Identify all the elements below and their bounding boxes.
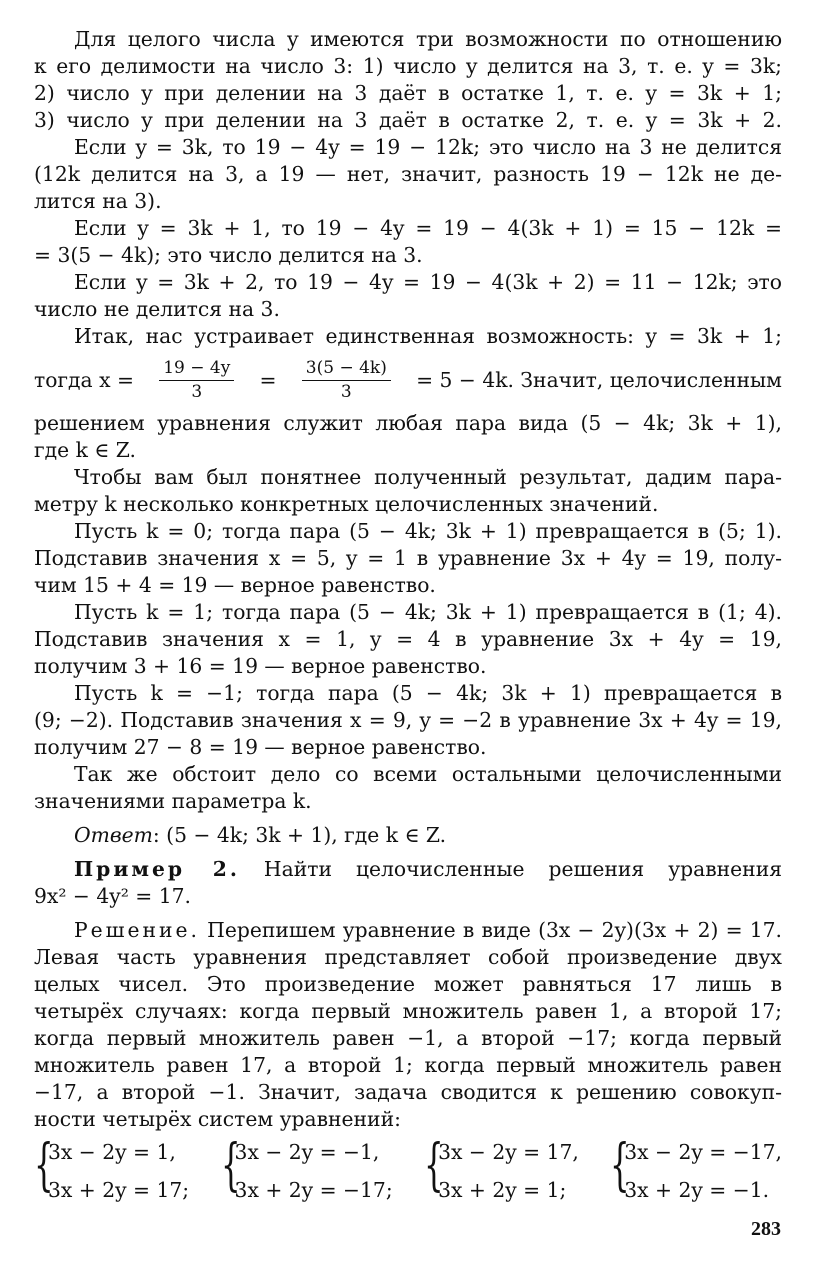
text-line: когда первый множитель равен −1, а второй −17; когда первый [34,1026,782,1050]
text-line: Если y = 3k + 2, то 19 − 4y = 19 − 4(3k + 2) = 11 − 12k; это [74,270,782,294]
example-heading-line [34,856,782,883]
text-line: значениями параметра k. [34,789,312,813]
text-line: Подставив значения x = 1, y = 4 в уравнение 3x + 4y = 19, [34,627,782,651]
text-line: метру k несколько конкретных целочисленных значений. [34,492,659,516]
system-3-eq1: 3x − 2y = 17, [438,1140,579,1164]
brace-icon: { [34,1133,54,1198]
text-line: Чтобы вам был понятнее полученный результат, дадим пара- [74,465,782,489]
text-line: Подставив значения x = 5, y = 1 в уравнение 3x + 4y = 19, полу- [34,546,782,570]
system-4 [610,1133,782,1205]
text-line: Пусть k = −1; тогда пара (5 − 4k; 3k + 1) превращается в [74,681,782,705]
fraction-1-denominator: 3 [191,382,203,402]
system-4-eq1: 3x − 2y = −17, [624,1140,782,1164]
text-line: Левая часть уравнения представляет собой произведение двух [34,945,782,969]
fraction-2-numerator: 3(5 − 4k) [302,357,391,381]
solution-text: Перепишем уравнение в виде (3x − 2y)(3x + 2) = 17. [200,918,782,942]
page-text [34,26,782,1205]
text-line: = 3(5 − 4k); это число делится на 3. [34,243,423,267]
answer-text: : (5 − 4k; 3k + 1), где k ∈ Z. [152,823,447,847]
example-2 [34,856,782,910]
text-line: решением уравнения служит любая пара вида (5 − 4k; 3k + 1), [34,411,782,435]
example-label: Пример 2. [74,857,240,881]
fraction-line-after: = 5 − 4k. Значит, целочисленным [416,368,782,392]
paragraph-7 [34,518,782,599]
answer-label: Ответ [74,823,153,847]
fraction-1 [159,357,234,403]
system-3-eq2: 3x + 2y = 1; [438,1178,567,1202]
paragraph-9 [34,680,782,761]
text-line: получим 3 + 16 = 19 — верное равенство. [34,654,487,678]
paragraph-1 [34,26,782,134]
text-line: Так же обстоит дело со всеми остальными целочисленными [74,762,782,786]
text-line: получим 27 − 8 = 19 — верное равенство. [34,735,487,759]
paragraph-3 [34,215,782,269]
text-line: чим 15 + 4 = 19 — верное равенство. [34,573,436,597]
text-line: ности четырёх систем уравнений: [34,1107,401,1131]
text-line: (12k делится на 3, а 19 — нет, значит, разность 19 − 12k не де- [34,162,782,186]
text-line: Итак, нас устраивает единственная возможность: y = 3k + 1; [74,324,782,348]
system-2 [220,1133,393,1205]
systems-of-equations [34,1133,782,1205]
paragraph-2 [34,134,782,215]
solution-label: Решение. [74,918,200,942]
text-line: Пусть k = 1; тогда пара (5 − 4k; 3k + 1) превращается в (1; 4). [74,600,782,624]
text-line: −17, а второй −1. Значит, задача сводится к решению совокуп- [34,1080,782,1104]
paragraph-5 [34,323,782,464]
answer-line [34,822,782,849]
system-1 [34,1133,190,1205]
text-line: лится на 3). [34,189,162,213]
text-line: 2) число y при делении на 3 даёт в остатке 1, т. е. y = 3k + 1; [34,81,782,105]
text-line: четырёх случаях: когда первый множитель равен 1, а второй 17; [34,999,782,1023]
fraction-line-before: тогда x = [34,368,134,392]
text-line: Если y = 3k, то 19 − 4y = 19 − 12k; это число на 3 не делится [74,135,782,159]
solution-first-line [34,917,782,944]
system-1-eq1: 3x − 2y = 1, [48,1140,176,1164]
solution [34,917,782,1133]
fraction-2 [302,357,391,403]
brace-icon: { [610,1133,630,1198]
fraction-line [34,350,782,410]
fraction-1-numerator: 19 − 4y [159,357,234,381]
paragraph-4 [34,269,782,323]
system-4-eq2: 3x + 2y = −1. [624,1178,770,1202]
page-number: 283 [751,1218,781,1240]
system-1-eq2: 3x + 2y = 17; [48,1178,190,1202]
text-line: число не делится на 3. [34,297,280,321]
example-task: Найти целочисленные решения уравнения [239,857,782,881]
system-3 [424,1133,579,1205]
text-line: к его делимости на число 3: 1) число y делится на 3, т. е. y = 3k; [34,54,782,78]
text-line: где k ∈ Z. [34,438,136,462]
example-equation: 9x² − 4y² = 17. [34,884,191,908]
paragraph-6 [34,464,782,518]
system-2-eq1: 3x − 2y = −1, [234,1140,380,1164]
brace-icon: { [424,1133,444,1198]
equals-sign: = [259,368,277,392]
brace-icon: { [220,1133,241,1198]
text-line: (9; −2). Подставив значения x = 9, y = −2 в уравнение 3x + 4y = 19, [34,708,782,732]
text-line: 3) число y при делении на 3 даёт в остатке 2, т. е. y = 3k + 2. [34,108,782,132]
fraction-2-denominator: 3 [340,382,352,402]
system-2-eq2: 3x + 2y = −17; [234,1178,393,1202]
text-line: целых чисел. Это произведение может равняться 17 лишь в [34,972,782,996]
text-line: Пусть k = 0; тогда пара (5 − 4k; 3k + 1) превращается в (5; 1). [74,519,782,543]
text-line: Для целого числа y имеются три возможности по отношению [74,27,782,51]
paragraph-10 [34,761,782,815]
paragraph-8 [34,599,782,680]
text-line: множитель равен 17, а второй 1; когда первый множитель равен [34,1053,782,1077]
text-line: Если y = 3k + 1, то 19 − 4y = 19 − 4(3k + 1) = 15 − 12k = [74,216,782,240]
